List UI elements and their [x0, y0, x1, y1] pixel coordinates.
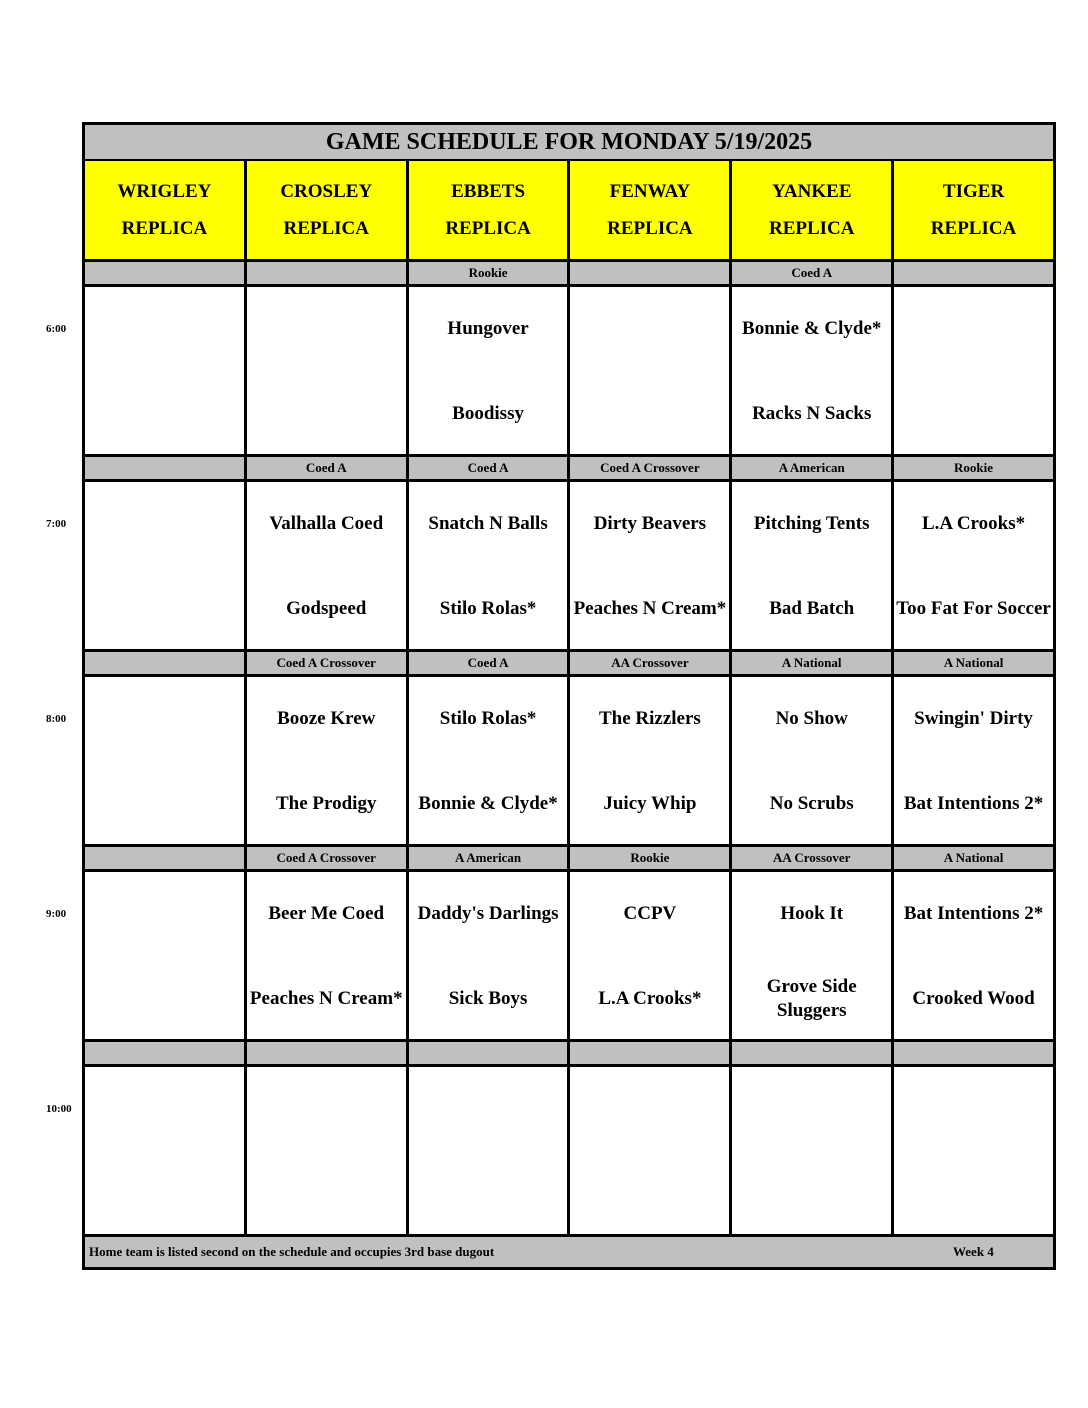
away-team: Valhalla Coed [269, 513, 384, 534]
home-team: Too Fat For Soccer [896, 598, 1051, 619]
time-label: 10:00 [46, 1103, 72, 1115]
field-subtitle: REPLICA [607, 218, 693, 239]
field-subtitle: REPLICA [930, 218, 1017, 239]
home-team: Godspeed [286, 598, 367, 619]
away-team: The Rizzlers [598, 708, 701, 729]
home-team: Crooked Wood [912, 988, 1035, 1009]
game-cell [85, 287, 244, 454]
away-team: Bat Intentions 2* [903, 903, 1044, 924]
away-team: Snatch N Balls [428, 513, 548, 534]
home-team: Bad Batch [769, 598, 855, 619]
game-cell [406, 482, 568, 649]
game-row [85, 1067, 1053, 1237]
game-cell [567, 872, 729, 1039]
division-label [85, 1042, 244, 1064]
division-label [244, 1042, 406, 1064]
home-team: No Scrubs [769, 793, 854, 814]
field-name: EBBETS [451, 181, 526, 202]
division-label: Coed A [406, 652, 568, 674]
division-label [891, 1042, 1053, 1064]
away-team: CCPV [623, 903, 677, 924]
division-row [85, 262, 1053, 287]
division-label: Rookie [891, 457, 1053, 479]
game-cell [891, 872, 1053, 1039]
field-header [891, 161, 1053, 259]
time-label: 6:00 [46, 323, 67, 335]
home-team-note: Home team is listed second on the schedule and occupies 3rd base dugout [89, 1244, 495, 1259]
division-row [85, 457, 1053, 482]
home-team: The Prodigy [276, 793, 377, 814]
game-cell [729, 872, 891, 1039]
game-cell [567, 1067, 729, 1234]
game-cell [729, 287, 891, 454]
away-team: L.A Crooks* [921, 513, 1026, 534]
division-label: AA Crossover [729, 847, 891, 869]
game-cell [891, 482, 1053, 649]
away-team: Hook It [780, 903, 844, 924]
field-header [406, 161, 568, 259]
game-cell [85, 482, 244, 649]
home-team: Bonnie & Clyde* [418, 793, 558, 814]
game-cell [729, 1067, 891, 1234]
field-subtitle: REPLICA [445, 218, 531, 239]
home-team: Racks N Sacks [752, 403, 872, 424]
division-label: A American [729, 457, 891, 479]
game-cell [729, 482, 891, 649]
away-team: Booze Krew [277, 708, 376, 729]
field-subtitle: REPLICA [283, 218, 369, 239]
field-name: WRIGLEY [117, 181, 212, 202]
division-row [85, 1042, 1053, 1067]
game-cell [406, 677, 568, 844]
time-label: 9:00 [46, 908, 67, 920]
division-row [85, 847, 1053, 872]
game-cell [891, 287, 1053, 454]
away-team: Pitching Tents [753, 513, 870, 534]
home-team: Peaches N Cream* [249, 988, 403, 1009]
away-team: Hungover [447, 318, 529, 339]
game-cell [891, 1067, 1053, 1234]
home-team: Grove Side Sluggers [766, 976, 857, 1021]
field-header [244, 161, 406, 259]
game-cell [244, 1067, 406, 1234]
field-header [567, 161, 729, 259]
division-label [891, 262, 1053, 284]
division-row [85, 652, 1053, 677]
division-label: Coed A Crossover [567, 457, 729, 479]
field-name: TIGER [942, 181, 1005, 202]
away-team: Swingin' Dirty [914, 708, 1033, 729]
home-team: Boodissy [452, 403, 524, 424]
game-row [85, 482, 1053, 652]
division-label [567, 262, 729, 284]
home-team: Peaches N Cream* [573, 598, 727, 619]
field-header [85, 161, 244, 259]
home-team: Bat Intentions 2* [903, 793, 1044, 814]
away-team: Stilo Rolas* [439, 708, 537, 729]
division-label [85, 652, 244, 674]
division-label: Rookie [406, 262, 568, 284]
division-label: A National [891, 847, 1053, 869]
game-row [85, 287, 1053, 457]
field-name: YANKEE [771, 181, 852, 202]
week-label: Week 4 [953, 1244, 994, 1259]
away-team: Bonnie & Clyde* [742, 318, 882, 339]
division-label: Coed A [406, 457, 568, 479]
game-cell [406, 872, 568, 1039]
game-cell [244, 287, 406, 454]
game-cell [85, 1067, 244, 1234]
time-label: 8:00 [46, 713, 67, 725]
time-label: 7:00 [46, 518, 67, 530]
field-header-row [85, 161, 1053, 262]
game-cell [406, 1067, 568, 1234]
division-label: Rookie [567, 847, 729, 869]
division-label: Coed A Crossover [244, 847, 406, 869]
division-label: A American [406, 847, 568, 869]
field-subtitle: REPLICA [121, 218, 208, 239]
game-cell [85, 872, 244, 1039]
game-row [85, 872, 1053, 1042]
division-label [567, 1042, 729, 1064]
division-label: A National [729, 652, 891, 674]
home-team: Sick Boys [448, 988, 528, 1009]
footer-bar [85, 1237, 1053, 1267]
home-team: Stilo Rolas* [439, 598, 537, 619]
division-label [85, 457, 244, 479]
away-team: Dirty Beavers [593, 513, 707, 534]
away-team: No Show [775, 708, 848, 729]
game-cell [891, 677, 1053, 844]
division-label: Coed A [244, 457, 406, 479]
game-cell [567, 287, 729, 454]
field-name: CROSLEY [280, 181, 373, 202]
game-cell [567, 482, 729, 649]
game-cell [406, 287, 568, 454]
field-name: FENWAY [609, 181, 691, 202]
home-team: Juicy Whip [603, 793, 697, 814]
schedule-table [82, 122, 1056, 1270]
game-cell [729, 677, 891, 844]
division-label [406, 1042, 568, 1064]
game-cell [85, 677, 244, 844]
field-header [729, 161, 891, 259]
game-cell [244, 482, 406, 649]
game-cell [567, 677, 729, 844]
game-cell [244, 677, 406, 844]
division-label: AA Crossover [567, 652, 729, 674]
away-team: Beer Me Coed [268, 903, 385, 924]
division-label [729, 1042, 891, 1064]
division-label [85, 262, 244, 284]
game-cell [244, 872, 406, 1039]
time-slots [85, 262, 1053, 1237]
division-label: A National [891, 652, 1053, 674]
division-label [85, 847, 244, 869]
home-team: L.A Crooks* [598, 988, 702, 1009]
schedule-title: GAME SCHEDULE FOR MONDAY 5/19/2025 [85, 125, 1053, 161]
field-subtitle: REPLICA [768, 218, 855, 239]
game-row [85, 677, 1053, 847]
division-label: Coed A [729, 262, 891, 284]
away-team: Daddy's Darlings [417, 903, 559, 924]
division-label: Coed A Crossover [244, 652, 406, 674]
division-label [244, 262, 406, 284]
